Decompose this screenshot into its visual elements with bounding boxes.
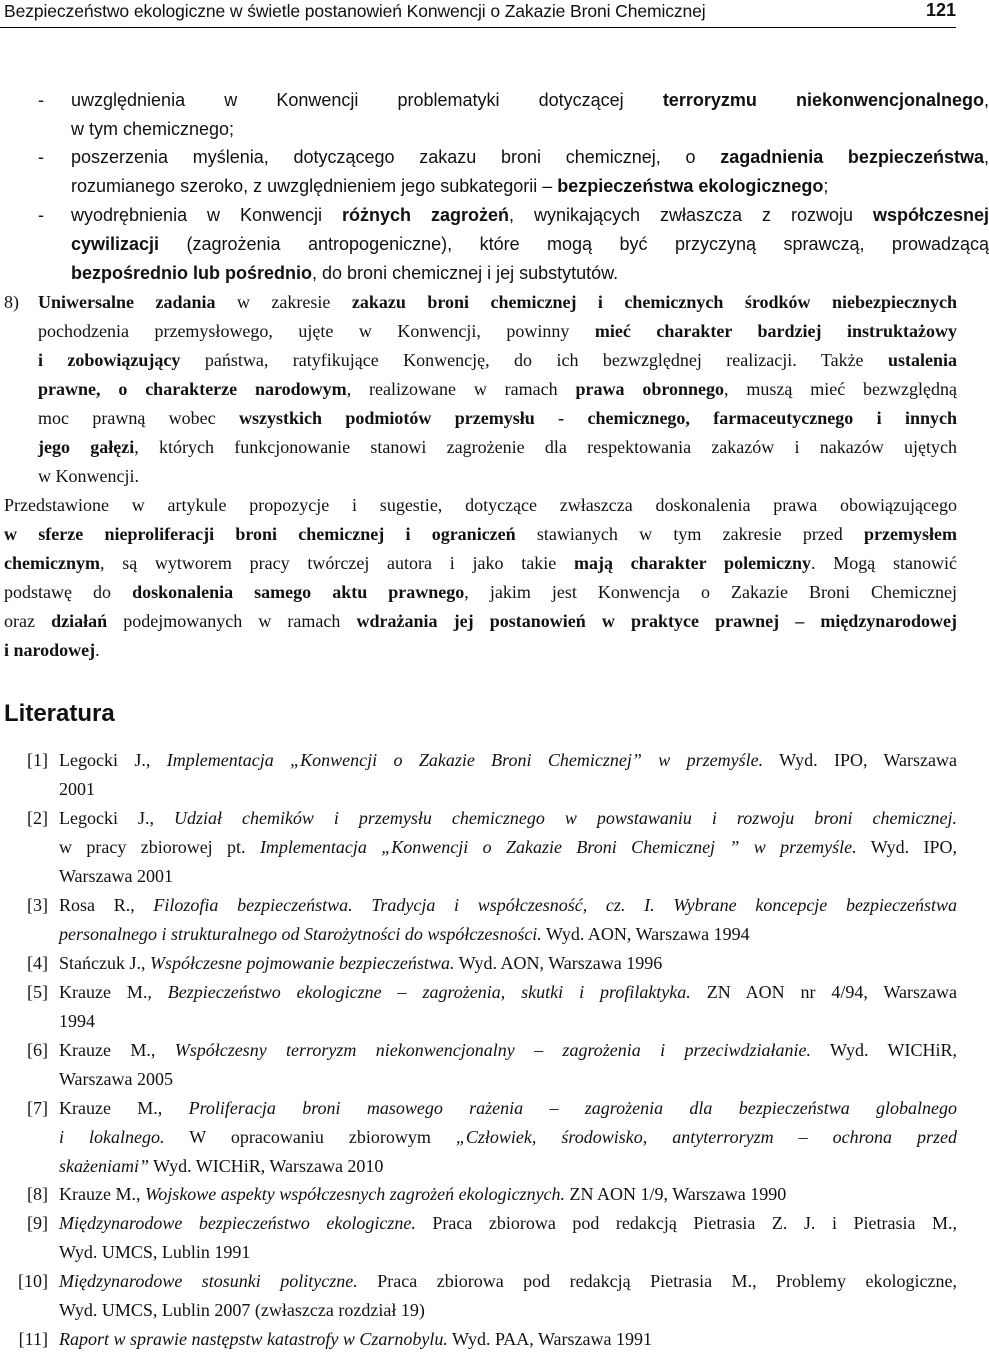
bold-text: mieć charakter bardziej instruktażowy — [594, 321, 957, 341]
text-segment: moc prawną wobec — [38, 408, 240, 428]
italic-text: Udział chemików i przemysłu chemicznego w powstawaniu i rozwoju broni chemicznej. — [173, 808, 957, 828]
literature-heading: Literatura — [4, 700, 115, 727]
text-segment: Wyd. UMCS, Lublin 2007 (zwłaszcza rozdział 19) — [59, 1300, 425, 1320]
text-segment: rozumianego szeroko, z uwzględnieniem jego subkategorii – — [71, 176, 558, 196]
bullet-text — [71, 172, 989, 201]
bold-text: Uniwersalne zadania — [38, 292, 216, 312]
text-segment: stawianych w tym zakresie przed — [515, 524, 865, 544]
reference-number: [5] — [27, 982, 48, 1002]
text-segment: Rosa R., — [59, 895, 154, 915]
text-segment: Wyd. AON, Warszawa 1994 — [541, 924, 750, 944]
italic-text: i lokalnego. — [59, 1127, 165, 1147]
text-segment: Wyd. IPO, Warszawa — [763, 750, 958, 770]
reference-number: [11] — [18, 1329, 48, 1349]
point-8-line — [38, 346, 957, 375]
bullet-text — [71, 201, 989, 230]
reference-line — [59, 746, 957, 775]
bold-text: zakazu broni chemicznej i chemicznych środków niebezpiecznych — [351, 292, 957, 312]
text-segment: ZN AON nr 4/94, Warszawa — [690, 982, 957, 1002]
conclusion-line — [4, 607, 957, 636]
bold-text: mają charakter polemiczny — [573, 553, 812, 573]
italic-text: Proliferacja broni masowego rażenia – zagrożenia dla bezpieczeństwa globalnego — [188, 1098, 958, 1118]
reference-number: [4] — [27, 953, 48, 973]
bold-text: terroryzmu niekonwencjonalnego — [662, 90, 984, 110]
conclusion-line — [4, 491, 957, 520]
text-segment: w tym chemicznego; — [71, 119, 235, 139]
bullet-dash: - — [38, 147, 44, 167]
text-segment: Krauze M., — [59, 982, 168, 1002]
italic-text: Raport w sprawie następstw katastrofy w Czarnobylu. — [59, 1329, 448, 1349]
reference-line — [59, 1065, 957, 1094]
reference-line — [59, 949, 957, 978]
bullet-text — [71, 143, 989, 172]
text-segment: państwa, ratyfikujące Konwencję, do ich bezwzględnej realizacji. Także — [180, 350, 888, 370]
text-segment: uwzględnienia w Konwencji problematyki dotyczącej — [71, 90, 663, 110]
reference-line — [59, 920, 957, 949]
bold-text: współczesnej — [872, 205, 989, 225]
text-segment: Praca zbiorowa pod redakcją Pietrasia M., Problemy ekologiczne, — [357, 1271, 957, 1291]
italic-text: „Człowiek, środowisko, antyterroryzm – ochrona przed — [455, 1127, 957, 1147]
reference-number: [1] — [27, 750, 48, 770]
reference-line — [59, 1209, 957, 1238]
bold-text: bezpośrednio lub pośrednio — [71, 263, 313, 283]
reference-line — [59, 978, 957, 1007]
running-header-title: Bezpieczeństwo ekologiczne w świetle postanowień Konwencji o Zakazie Broni Chemicznej — [4, 1, 706, 21]
point-8-line — [38, 404, 957, 433]
point-8-line — [38, 433, 957, 462]
bold-text: wdrażania jej postanowień w praktyce prawnej – międzynarodowej — [356, 611, 957, 631]
reference-number: [6] — [27, 1040, 48, 1060]
text-segment: , do broni chemicznej i jej substytutów. — [312, 263, 619, 283]
text-segment: , muszą mieć bezwzględną — [724, 379, 958, 399]
text-segment: . — [95, 640, 100, 660]
reference-line — [59, 1036, 957, 1065]
bold-text: działań — [51, 611, 108, 631]
text-segment: podejmowanych w ramach — [107, 611, 357, 631]
text-segment: poszerzenia myślenia, dotyczącego zakazu broni chemicznej, o — [71, 147, 721, 167]
text-segment: , jakim jest Konwencja o Zakazie Broni Chemicznej — [464, 582, 958, 602]
reference-line — [59, 833, 957, 862]
text-segment: Legocki J., — [59, 808, 174, 828]
bold-text: ustalenia — [887, 350, 957, 370]
text-segment: Praca zbiorowa pod redakcją Pietrasia Z. J. i Pietrasia M., — [415, 1213, 957, 1233]
text-segment: . Mogą stanowić — [811, 553, 957, 573]
reference-line — [59, 1094, 957, 1123]
reference-line — [59, 1296, 957, 1325]
page-number: 121 — [925, 0, 956, 20]
italic-text: Międzynarodowe bezpieczeństwo ekologiczne. — [59, 1213, 416, 1233]
reference-number: [10] — [18, 1271, 48, 1291]
reference-number: [7] — [27, 1098, 48, 1118]
bullet-text — [71, 230, 989, 259]
text-segment: oraz — [4, 611, 52, 631]
bold-text: i zobowiązujący — [38, 350, 181, 370]
text-segment: , wynikających zwłaszcza z rozwoju — [509, 205, 873, 225]
text-segment: Wyd. PAA, Warszawa 1991 — [447, 1329, 652, 1349]
text-segment: Stańczuk J., — [59, 953, 150, 973]
text-segment: Wyd. IPO, — [856, 837, 957, 857]
bold-text: doskonalenia samego aktu prawnego — [132, 582, 465, 602]
bold-text: bezpieczeństwa ekologicznego — [557, 176, 824, 196]
bold-text: i narodowej — [4, 640, 96, 660]
running-header — [4, 0, 956, 26]
bold-text: prawne, o charakterze narodowym — [38, 379, 347, 399]
bold-text: przemysłem — [864, 524, 957, 544]
italic-text: Bezpieczeństwo ekologiczne – zagrożenia, skutki i profilaktyka. — [167, 982, 691, 1002]
point-8-line — [38, 375, 957, 404]
text-segment: 1994 — [59, 1011, 95, 1031]
italic-text: Międzynarodowe stosunki polityczne. — [59, 1271, 358, 1291]
text-segment: , których funkcjonowanie stanowi zagrożenie dla respektowania zakazów i nakazów ujętych — [134, 437, 957, 457]
reference-line — [59, 804, 957, 833]
bold-text: zagadnienia bezpieczeństwa — [720, 147, 984, 167]
bullet-text — [71, 115, 989, 144]
reference-line — [59, 862, 957, 891]
text-segment: (zagrożenia antropogeniczne), które mogą być przyczyną sprawczą, prowadzącą — [159, 234, 989, 254]
text-segment: ; — [823, 176, 829, 196]
text-segment: Krauze M., — [59, 1098, 189, 1118]
reference-line — [59, 775, 957, 804]
bullet-dash: - — [38, 205, 44, 225]
reference-line — [59, 1267, 957, 1296]
text-segment: Krauze M., — [59, 1184, 145, 1204]
italic-text: personalnego i strukturalnego od Starożytności do współczesności. — [59, 924, 542, 944]
bold-text: chemicznym — [4, 553, 100, 573]
point-8-line — [38, 462, 957, 491]
italic-text: Implementacja „Konwencji o Zakazie Broni Chemicznej ” w przemyśle. — [259, 837, 857, 857]
italic-text: Wojskowe aspekty współczesnych zagrożeń ekologicznych. — [144, 1184, 566, 1204]
italic-text: Współczesny terroryzm niekonwencjonalny – zagrożenia i przeciwdziałanie. — [174, 1040, 811, 1060]
text-segment: , realizowane w ramach — [346, 379, 576, 399]
header-rule — [0, 27, 956, 28]
reference-line — [59, 1180, 957, 1209]
reference-line — [59, 1238, 957, 1267]
conclusion-line — [4, 636, 957, 665]
bullet-dash: - — [38, 90, 44, 110]
reference-line — [59, 1123, 957, 1152]
bold-text: wszystkich podmiotów przemysłu - chemicznego, farmaceutycznego i innych — [239, 408, 957, 428]
text-segment: Wyd. WICHiR, Warszawa 2010 — [149, 1156, 384, 1176]
text-segment: Wyd. AON, Warszawa 1996 — [454, 953, 663, 973]
text-segment: w Konwencji. — [38, 466, 139, 486]
reference-number: [8] — [27, 1184, 48, 1204]
bold-text: różnych zagrożeń — [342, 205, 510, 225]
reference-line — [59, 1152, 957, 1181]
text-segment: 2001 — [59, 779, 95, 799]
italic-text: Współczesne pojmowanie bezpieczeństwa. — [149, 953, 455, 973]
text-segment: Wyd. WICHiR, — [811, 1040, 957, 1060]
conclusion-line — [4, 578, 957, 607]
point-8-line — [38, 317, 957, 346]
bullet-text — [71, 259, 989, 288]
bold-text: jego gałęzi — [38, 437, 135, 457]
point-number: 8) — [4, 292, 19, 312]
reference-line — [59, 1325, 957, 1354]
italic-text: Implementacja „Konwencji o Zakazie Broni Chemicznej” w przemyśle. — [166, 750, 764, 770]
text-segment: w zakresie — [215, 292, 352, 312]
text-segment: w pracy zbiorowej pt. — [59, 837, 260, 857]
reference-number: [2] — [27, 808, 48, 828]
point-8-line — [38, 288, 957, 317]
conclusion-line — [4, 549, 957, 578]
bold-text: cywilizacji — [71, 234, 160, 254]
italic-text: skażeniami” — [59, 1156, 149, 1176]
text-segment: Krauze M., — [59, 1040, 175, 1060]
text-segment: Warszawa 2001 — [59, 866, 174, 886]
conclusion-line — [4, 520, 957, 549]
text-segment: ZN AON 1/9, Warszawa 1990 — [565, 1184, 787, 1204]
italic-text: Filozofia bezpieczeństwa. Tradycja i współczesność, cz. I. Wybrane koncepcje bezpieczeństwa — [153, 895, 957, 915]
bullet-text — [71, 86, 989, 115]
reference-number: [9] — [27, 1213, 48, 1233]
text-segment: , — [983, 147, 989, 167]
text-segment: Warszawa 2005 — [59, 1069, 174, 1089]
text-segment: wyodrębnienia w Konwencji — [71, 205, 343, 225]
text-segment: , — [983, 90, 989, 110]
reference-number: [3] — [27, 895, 48, 915]
text-segment: Wyd. UMCS, Lublin 1991 — [59, 1242, 251, 1262]
text-segment: W opracowaniu zbiorowym — [164, 1127, 456, 1147]
text-segment: podstawę do — [4, 582, 133, 602]
reference-line — [59, 891, 957, 920]
text-segment: Legocki J., — [59, 750, 167, 770]
bold-text: w sferze nieproliferacji broni chemicznej i ograniczeń — [4, 524, 516, 544]
bold-text: prawa obronnego — [575, 379, 725, 399]
reference-line — [59, 1007, 957, 1036]
text-segment: , są wytworem pracy twórczej autora i jako takie — [99, 553, 574, 573]
text-segment: pochodzenia przemysłowego, ujęte w Konwencji, powinny — [38, 321, 595, 341]
text-segment: Przedstawione w artykule propozycje i sugestie, dotyczące zwłaszcza doskonalenia prawa obowiązującego — [4, 495, 957, 515]
